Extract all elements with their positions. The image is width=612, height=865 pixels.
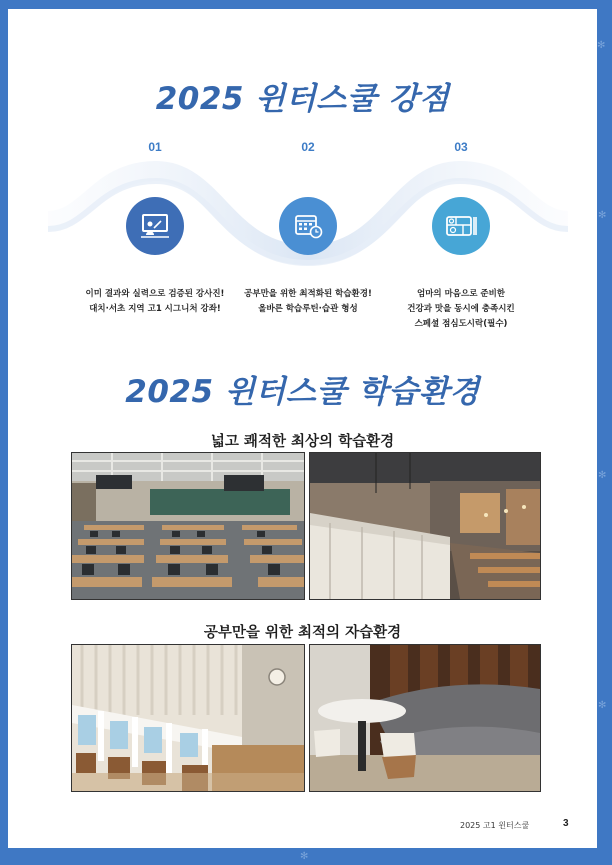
strength-circle-1 bbox=[126, 197, 184, 255]
strength-desc-line: 스페셜 점심도시락(필수) bbox=[414, 319, 508, 329]
snowflake-icon: ✻ bbox=[598, 210, 607, 221]
strength-desc-2 bbox=[223, 287, 393, 317]
snowflake-icon: ✻ bbox=[597, 40, 606, 51]
strength-desc-line: 이미 결과와 실력으로 검증된 강사진! bbox=[85, 289, 225, 299]
classroom-photo bbox=[71, 452, 305, 600]
self-study-environment-subtitle: 공부만을 위한 최적의 자습환경 bbox=[203, 625, 402, 641]
strength-desc-line: 건강과 맛을 동시에 충족시킨 bbox=[407, 304, 515, 314]
strength-desc-1 bbox=[70, 287, 240, 317]
strength-desc-line: 공부만을 위한 최적화된 학습환경! bbox=[244, 289, 372, 299]
environment-title: 2025 윈터스쿨 학습환경 bbox=[125, 374, 480, 410]
page bbox=[8, 9, 597, 848]
footer-label: 2025 고1 윈터스쿨 bbox=[460, 821, 530, 830]
snowflake-icon: ✻ bbox=[598, 470, 607, 481]
lunchbox-icon bbox=[445, 214, 477, 238]
strengths-title: 2025 윈터스쿨 강점 bbox=[155, 81, 450, 117]
strength-circle-2 bbox=[279, 197, 337, 255]
lounge-photo bbox=[309, 644, 541, 792]
learning-environment-subtitle: 넓고 쾌적한 최상의 학습환경 bbox=[210, 434, 395, 450]
calendar-clock-icon bbox=[293, 213, 323, 239]
strength-desc-line: 대치·서초 지역 고1 시그니처 강좌! bbox=[89, 304, 221, 314]
study-hall-photo bbox=[309, 452, 541, 600]
strength-desc-line: 엄마의 마음으로 준비한 bbox=[416, 289, 506, 299]
strength-circle-3 bbox=[432, 197, 490, 255]
strength-number-3: 03 bbox=[454, 140, 468, 154]
snowflake-icon: ✻ bbox=[300, 851, 309, 862]
strength-desc-3 bbox=[376, 287, 546, 332]
strength-number-1: 01 bbox=[148, 140, 162, 154]
strength-desc-line: 올바른 학습루틴·습관 형성 bbox=[258, 304, 358, 314]
teacher-board-icon bbox=[140, 213, 170, 239]
self-study-carrels-photo bbox=[71, 644, 305, 792]
strength-number-2: 02 bbox=[301, 140, 315, 154]
page-number: 3 bbox=[563, 818, 569, 829]
snowflake-icon: ✻ bbox=[598, 700, 607, 711]
